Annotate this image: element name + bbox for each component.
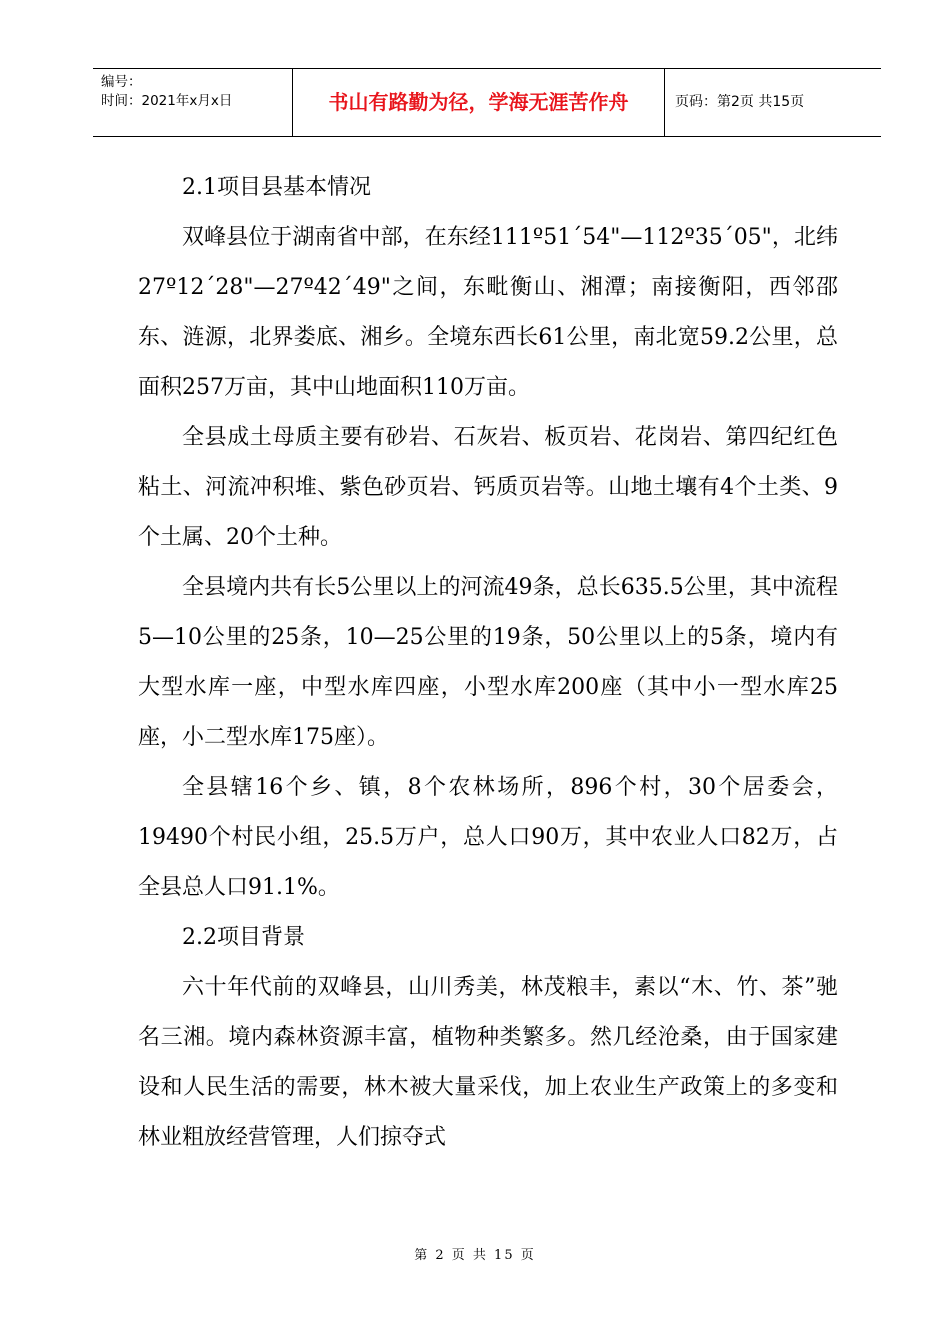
document-body — [138, 163, 838, 1163]
paragraph: 全县境内共有长5公里以上的河流49条，总长635.5公里，其中流程5—10公里的25条，10—25公里的19条，50公里以上的5条，境内有大型水库一座，中型水库四座，小型水库200座（其中小一型水库25座，小二型水库175座）。 — [138, 575, 838, 750]
header-meta — [93, 69, 292, 136]
paragraph: 全县辖16个乡、镇，8个农林场所，896个村，30个居委会，19490个村民小组，25.5万户，总人口90万，其中农业人口82万，占全县总人口91.1%。 — [138, 775, 838, 900]
header-divider — [664, 69, 665, 136]
document-code-label: 编号： — [101, 74, 142, 90]
page-footer: 第 2 页 共 15 页 — [414, 1248, 536, 1263]
document-time-label: 时间：2021年x月x日 — [101, 93, 233, 109]
paragraph: 六十年代前的双峰县，山川秀美，林茂粮丰，素以“木、竹、茶”驰名三湘。境内森林资源丰富，植物种类繁多。然几经沧桑，由于国家建设和人民生活的需要，林木被大量采伐，加上农业生产政策上的多变和林业粗放经营管理，人们掠夺式 — [138, 975, 838, 1150]
page-header — [93, 68, 881, 137]
header-page-number: 页码：第2页 共15页 — [675, 94, 805, 110]
paragraph: 全县成土母质主要有砂岩、石灰岩、板页岩、花岗岩、第四纪红色粘土、河流冲积堆、紫色砂页岩、钙质页岩等。山地土壤有4个土类、9个土属、20个土种。 — [138, 425, 838, 550]
section-heading: 2.1项目县基本情况 — [182, 175, 371, 200]
section-heading: 2.2项目背景 — [182, 925, 305, 950]
header-motto: 书山有路勤为径，学海无涯苦作舟 — [328, 90, 629, 114]
paragraph: 双峰县位于湖南省中部，在东经111º51´54"—112º35´05"，北纬27º12´28"—27º42´49"之间，东毗衡山、湘潭；南接衡阳，西邻邵东、涟源，北界娄底、湘乡。全境东西长61公里，南北宽59.2公里，总面积257万亩，其中山地面积110万亩。 — [138, 225, 838, 400]
